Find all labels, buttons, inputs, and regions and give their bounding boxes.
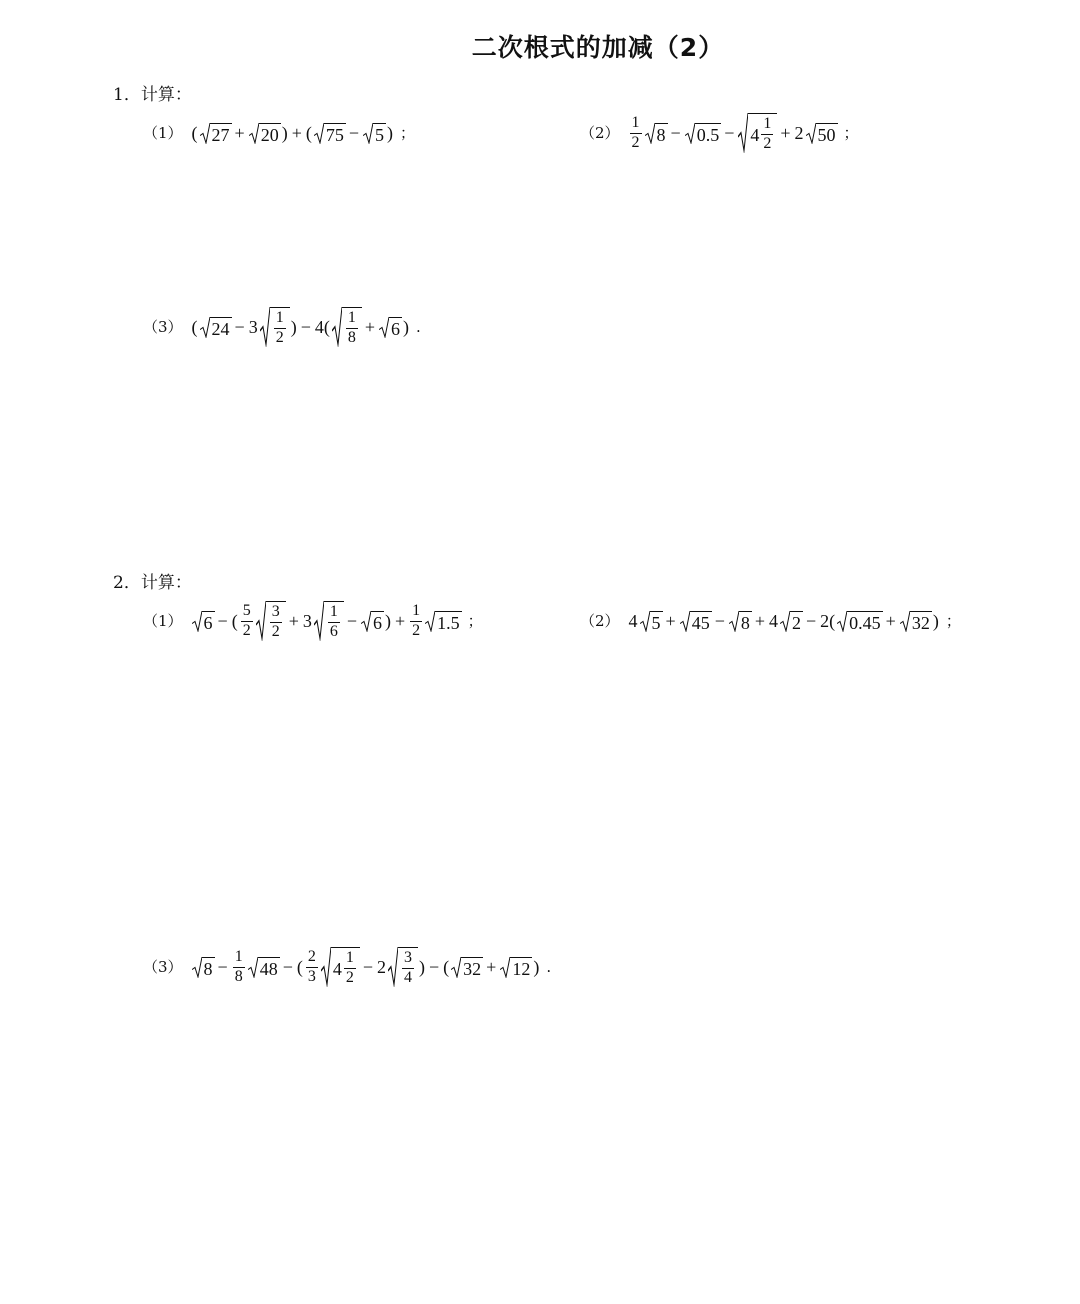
math-token: 2 (345, 969, 354, 986)
problem-2-3 (143, 942, 551, 992)
math-token: 1 (630, 115, 642, 134)
problem-number: （2） (580, 123, 620, 142)
math-token: + (754, 611, 766, 631)
math-token: ) (932, 611, 939, 631)
radical (837, 611, 883, 632)
radical (388, 947, 418, 987)
math-token: ( (305, 123, 312, 143)
radical-sign-icon (256, 601, 266, 641)
math-token: 8 (347, 329, 356, 346)
math-token: + (364, 317, 376, 337)
radical (256, 601, 286, 641)
problem-1-3 (143, 302, 421, 352)
math-token: ( (191, 123, 198, 143)
math-token: 4 (750, 124, 760, 145)
radical-sign-icon (640, 611, 650, 632)
math-token: 5 (651, 612, 661, 633)
question-1-heading: 1．计算： (113, 85, 192, 105)
math-token: 45 (691, 612, 710, 633)
math-token: 24 (211, 318, 230, 339)
radical-sign-icon (332, 307, 342, 347)
math-token: 0.45 (849, 612, 881, 633)
math-token: ) (385, 611, 392, 631)
math-token: − (806, 611, 817, 631)
radical (425, 611, 462, 632)
math-token: ( (191, 317, 198, 337)
math-token: − (724, 123, 735, 143)
fraction (630, 115, 642, 152)
punctuation: . (416, 317, 421, 336)
radical (729, 611, 752, 632)
radical-sign-icon (200, 317, 210, 338)
math-token: 2 (763, 135, 772, 152)
radical (332, 307, 362, 347)
punctuation: ； (843, 123, 859, 142)
math-token: ( (296, 957, 303, 977)
math-token: 1 (233, 949, 245, 968)
radical (192, 957, 215, 978)
math-token: 2 (306, 949, 318, 968)
radical (685, 123, 722, 144)
math-token: ( (443, 957, 450, 977)
math-token: 3 (248, 317, 258, 337)
radical-sign-icon (361, 611, 371, 632)
math-token: + (885, 611, 896, 631)
punctuation: ； (945, 611, 961, 630)
math-token: − (714, 611, 725, 631)
math-token: 2 (242, 621, 251, 639)
radical (780, 611, 803, 632)
radical-sign-icon (680, 611, 690, 632)
math-token: 27 (211, 124, 230, 145)
page-title: 二次根式的加减（2） (471, 33, 725, 62)
math-token: − (217, 611, 228, 631)
radical-sign-icon (388, 947, 398, 987)
math-token: + (395, 611, 406, 631)
fraction (241, 603, 253, 640)
math-token: − (348, 123, 360, 143)
math-token: 6 (391, 318, 401, 339)
math-token: − (300, 317, 311, 337)
math-token: 48 (259, 958, 278, 979)
radical (361, 611, 384, 632)
radical-sign-icon (260, 307, 270, 347)
math-token: 8 (203, 958, 213, 979)
fraction (410, 603, 422, 640)
radical (379, 317, 402, 338)
radical-sign-icon (200, 123, 210, 144)
radical-sign-icon (806, 123, 816, 144)
math-token: 4( (314, 317, 330, 337)
math-token: 32 (911, 612, 930, 633)
math-token: − (282, 957, 293, 977)
math-token: 8 (234, 967, 243, 985)
radical-sign-icon (729, 611, 739, 632)
math-token: 6 (203, 612, 213, 633)
math-token: 3 (402, 950, 414, 969)
math-token: + (291, 123, 302, 143)
math-token: − (217, 957, 228, 977)
radical-sign-icon (645, 123, 655, 144)
fraction (270, 604, 282, 641)
math-token: 2 (631, 133, 640, 151)
problem-number: （3） (143, 957, 183, 976)
math-token: 1 (328, 604, 340, 623)
math-token: 12 (512, 958, 531, 979)
problem-number: （1） (143, 611, 183, 630)
math-token: 1 (410, 603, 422, 622)
fraction (306, 949, 318, 986)
problem-2-1 (143, 596, 483, 646)
fraction (344, 950, 356, 987)
radical-sign-icon (900, 611, 910, 632)
radical (806, 123, 838, 144)
math-token: 2 (794, 123, 804, 143)
punctuation: . (546, 957, 552, 976)
math-token: + (780, 123, 791, 143)
math-token: − (429, 957, 440, 977)
problem-number: （3） (143, 317, 183, 336)
math-token: 5 (375, 124, 385, 145)
math-token: 8 (656, 124, 666, 145)
math-token: + (665, 611, 676, 631)
math-token: ( (231, 611, 238, 631)
math-token: 4 (628, 611, 638, 631)
radical-sign-icon (425, 611, 435, 632)
radical (900, 611, 932, 632)
math-token: + (234, 123, 245, 143)
math-token: 3 (302, 611, 312, 631)
radical (248, 957, 280, 978)
math-token: 2 (412, 621, 421, 639)
fraction (233, 949, 245, 986)
math-token: ) (281, 123, 288, 143)
math-token: 4 (332, 958, 342, 979)
radical-sign-icon (192, 611, 202, 632)
math-token: 2 (792, 612, 802, 633)
math-token: 4 (404, 969, 413, 986)
math-token: 1 (346, 310, 358, 329)
math-token: 1.5 (437, 612, 460, 633)
math-token: 2 (377, 957, 387, 977)
punctuation: ； (400, 123, 416, 142)
problem-1-2 (580, 108, 859, 158)
radical (200, 317, 232, 338)
radical-sign-icon (249, 123, 259, 144)
fraction (328, 604, 340, 641)
math-token: 1 (274, 310, 286, 329)
math-token: ) (387, 123, 394, 143)
math-token: ) (533, 957, 540, 977)
math-token: 6 (329, 623, 338, 640)
radical (314, 601, 344, 641)
math-token: 5 (241, 603, 253, 622)
math-token: 3 (270, 604, 282, 623)
radical-sign-icon (314, 123, 324, 144)
radical-sign-icon (685, 123, 695, 144)
math-token: ) (419, 957, 426, 977)
math-token: 2 (275, 329, 284, 346)
radical (640, 611, 663, 632)
radical-sign-icon (500, 957, 510, 978)
radical (192, 611, 215, 632)
math-token: 75 (325, 124, 344, 145)
question-2-heading: 2．计算： (113, 573, 192, 593)
radical-sign-icon (363, 123, 373, 144)
math-token: + (486, 957, 497, 977)
radical-sign-icon (738, 113, 748, 153)
radical (738, 113, 777, 153)
math-token: 1 (344, 950, 356, 969)
radical (321, 947, 360, 987)
math-token: − (234, 317, 245, 337)
math-token: 32 (463, 958, 482, 979)
problem-2-2 (580, 604, 961, 638)
problem-number: （1） (143, 123, 183, 142)
math-token: 2 (271, 623, 280, 640)
punctuation: ； (467, 611, 483, 630)
radical (314, 123, 346, 144)
fraction (274, 310, 286, 347)
math-token: ) (403, 317, 410, 337)
radical-sign-icon (379, 317, 389, 338)
problem-1-1 (143, 116, 415, 150)
math-token: 20 (260, 124, 279, 145)
fraction (346, 310, 358, 347)
fraction (761, 116, 773, 153)
math-token: 50 (817, 124, 836, 145)
math-token: 3 (307, 967, 316, 985)
math-token: 0.5 (696, 124, 720, 145)
radical (200, 123, 232, 144)
radical-sign-icon (314, 601, 324, 641)
radical (645, 123, 668, 144)
radical-sign-icon (837, 611, 847, 632)
math-token: + (288, 611, 299, 631)
radical-sign-icon (248, 957, 258, 978)
radical (451, 957, 483, 978)
math-token: 6 (373, 612, 383, 633)
math-token: 2( (820, 611, 836, 631)
radical (260, 307, 290, 347)
radical (680, 611, 712, 632)
radical-sign-icon (321, 947, 331, 987)
math-token: − (362, 957, 374, 977)
radical (249, 123, 281, 144)
math-token: 4 (769, 611, 779, 631)
math-token: − (346, 611, 358, 631)
fraction (402, 950, 414, 987)
math-token: 1 (761, 116, 773, 135)
math-token: − (670, 123, 681, 143)
radical (500, 957, 532, 978)
radical-sign-icon (192, 957, 202, 978)
math-token: 8 (740, 612, 750, 633)
math-token: ) (290, 317, 297, 337)
problem-number: （2） (580, 611, 620, 630)
radical-sign-icon (780, 611, 790, 632)
radical-sign-icon (451, 957, 461, 978)
radical (363, 123, 386, 144)
